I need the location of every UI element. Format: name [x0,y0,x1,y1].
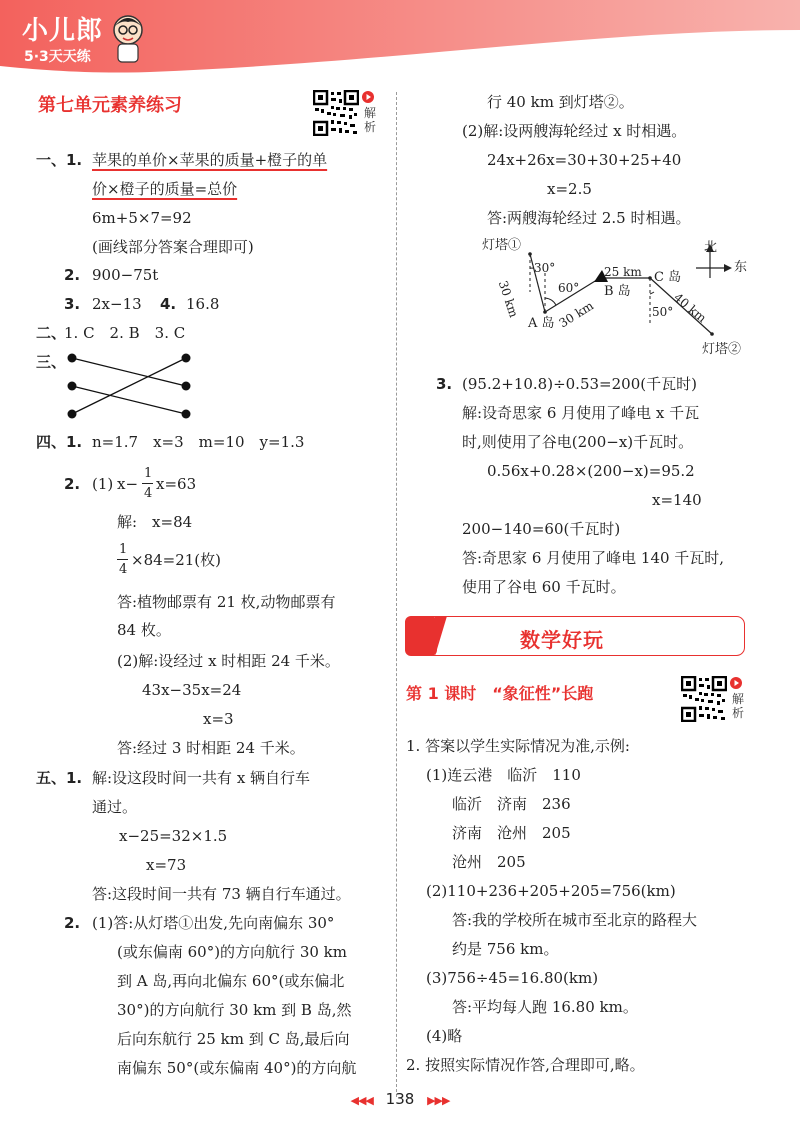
section-2-label: 二、 [36,324,67,342]
s4-q2-eq: x− [117,475,139,493]
s4-q2b-line3: x=3 [203,710,234,728]
lesson-title: 第 1 课时 “象征性”长跑 [406,684,594,703]
q3-line7: 答:奇思家 6 月使用了峰电 140 千瓦时, [462,549,725,567]
q3-line8: 使用了谷电 60 千瓦时。 [462,578,626,596]
section-1-label: 一、1. [36,151,83,169]
unit-title: 第七单元素养练习 [38,95,182,116]
matching-lines-diagram [62,350,202,422]
s5-q1-line3: x−25=32×1.5 [119,827,228,845]
s1-q4: 16.8 [186,295,220,313]
s1-q4-num: 4. [160,295,177,313]
prev-arrows-icon: ◀◀◀ [350,1094,373,1107]
q3-line2: 解:设奇思家 6 月使用了峰电 x 千瓦 [462,404,700,422]
s4-q1: n=1.7 x=3 m=10 y=1.3 [92,433,305,451]
section-5-label: 五、1. [36,769,83,787]
header-banner [0,0,800,80]
s4-q2-solution: 解: x=84 [117,513,193,531]
s4-q2b-line4: 答:经过 3 时相距 24 千米。 [117,739,305,757]
r-line5: 答:两艘海轮经过 2.5 时相遇。 [487,209,691,227]
distance-30km-2: 30 km [556,298,597,331]
lighthouse-1-label: 灯塔① [482,238,522,253]
s4-q2-calc: ×84=21(枚) [131,551,222,569]
east-label: 东 [734,260,748,275]
c-island-label: C 岛 [654,270,682,285]
s5-q2-line6: 南偏东 50°(或东偏南 40°)的方向航 [117,1059,357,1077]
next-arrows-icon: ▶▶▶ [427,1094,450,1107]
lesson-line6: (2)110+236+205+205=756(km) [426,882,676,900]
r-line4: x=2.5 [547,180,592,198]
s1-note: (画线部分答案合理即可) [92,238,254,256]
q3-line1: (95.2+10.8)÷0.53=200(千瓦时) [462,375,697,393]
s4-q2-answer-1: 答:植物邮票有 21 枚,动物邮票有 [117,593,336,611]
s4-q2-eq-end: x=63 [156,475,197,493]
s1-q3-num: 3. [64,295,81,313]
section-4-label: 四、1. [36,433,83,451]
s4-q2-frac-num: 1 [144,466,153,481]
lesson-q1-intro: 1. 答案以学生实际情况为准,示例: [406,737,630,755]
lesson-line4: 济南 沧州 205 [452,824,571,842]
lesson-line5: 沧州 205 [452,853,526,871]
r-line2: (2)解:设两艘海轮经过 x 时相遇。 [462,122,687,140]
s5-q2-line1: (1)答:从灯塔①出发,先向南偏东 30° [92,914,335,932]
lesson-line11: (4)略 [426,1027,463,1045]
s4-q2b-line1: (2)解:设经过 x 时相距 24 千米。 [117,652,340,670]
s5-q1-line4: x=73 [146,856,187,874]
lesson-line8: 约是 756 km。 [452,940,559,958]
s5-q2-line2: (或东偏南 60°)的方向航行 30 km [117,943,347,961]
lesson-line9: (3)756÷45=16.80(km) [426,969,599,987]
page-number: 138 [385,1090,415,1108]
q3-line5: x=140 [652,491,702,509]
s5-q2-line5: 后向东航行 25 km 到 C 岛,最后向 [117,1030,350,1048]
s4-q2-answer-2: 84 枚。 [117,621,171,639]
s1-q3: 2x−13 [92,295,142,313]
s5-q2-line3: 到 A 岛,再向北偏东 60°(或东偏北 [117,972,345,990]
logo [18,10,148,72]
section-title: 数学好玩 [520,628,604,652]
s5-q2-num: 2. [64,914,81,932]
qr-label: 解析 [364,106,377,134]
distance-40km: 40 km [671,290,709,326]
s5-q1-line1: 解:设这段时间一共有 x 辆自行车 [92,769,311,787]
play-arrow-icon [730,677,742,689]
page-footer [0,1090,800,1108]
q3-line4: 0.56x+0.28×(200−x)=95.2 [487,462,695,480]
angle-60-label: 60° [558,281,580,295]
r-line1: 行 40 km 到灯塔②。 [487,93,634,111]
north-label: 北 [704,240,718,255]
s4-q2-calc-frac-num: 1 [119,542,128,557]
q3-line3: 时,则使用了谷电(200−x)千瓦时。 [462,433,694,451]
b-island-label: B 岛 [604,284,631,299]
s5-q1-line5: 答:这段时间一共有 73 辆自行车通过。 [92,885,351,903]
qr-label: 解析 [732,692,745,720]
s5-q1-line2: 通过。 [92,798,138,816]
logo-main: 小儿郎 [22,16,104,46]
angle-30-label: 30° [534,261,556,275]
section-3-label: 三、 [36,353,67,371]
qr-code-icon[interactable] [681,676,727,722]
lighthouse-2-label: 灯塔② [702,342,742,357]
lesson-line3: 临沂 济南 236 [452,795,571,813]
lesson-line7: 答:我的学校所在城市至北京的路程大 [452,911,698,929]
q3-num: 3. [436,375,453,393]
s1-q2-num: 2. [64,266,81,284]
lesson-line12: 2. 按照实际情况作答,合理即可,略。 [406,1056,645,1074]
s4-q2-calc-frac-den: 4 [119,562,128,577]
s2-answers: 1. C 2. B 3. C [64,324,186,342]
qr-code-icon[interactable] [313,90,359,136]
s4-q2-num: 2. [64,475,81,493]
distance-25km: 25 km [604,265,642,279]
column-divider [396,92,397,1097]
lesson-line2: (1)连云港 临沂 110 [426,766,581,784]
s1-line2: 价×橙子的质量=总价 [92,180,238,198]
angle-50-label: 50° [652,305,674,319]
s4-q2b-line2: 43x−35x=24 [142,681,242,699]
s4-q2-part: (1) [92,475,114,493]
s5-q2-line4: 30°)的方向航行 30 km 到 B 岛,然 [117,1001,352,1019]
s1-q2: 900−75t [92,266,159,284]
distance-30km-1: 30 km [495,278,521,320]
s1-equation: 6m+5×7=92 [92,209,192,227]
s4-q2-frac-den: 4 [144,486,153,501]
boy-mascot-icon [110,12,146,64]
a-island-label: A 岛 [528,316,555,331]
r-line3: 24x+26x=30+30+25+40 [487,151,682,169]
logo-sub: 5·3天天练 [24,49,91,65]
play-arrow-icon [362,91,374,103]
lesson-line10: 答:平均每人跑 16.80 km。 [452,998,638,1016]
s1-line1: 苹果的单价×苹果的质量+橙子的单 [92,151,328,169]
q3-line6: 200−140=60(千瓦时) [462,520,621,538]
